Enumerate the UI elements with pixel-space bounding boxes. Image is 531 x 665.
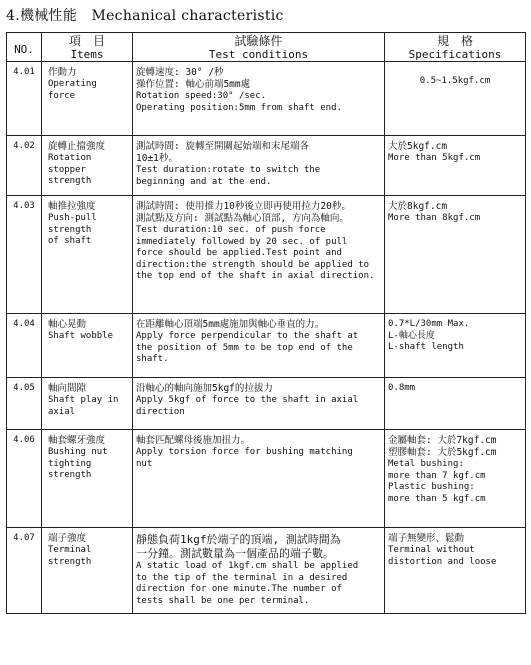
spec-zh: 金屬軸套: 大於7kgf.cm 塑膠軸套: 大於5kgf.cm (388, 435, 497, 458)
spec-en: More than 5kgf.cm (388, 153, 481, 163)
condition-zh: 軸套匹配螺母後施加扭力。 (136, 435, 251, 446)
item-zh: 旋轉止擋強度 (48, 141, 106, 152)
condition-zh: 測試時間: 旋轉至開關起始端和末尾端各 10±1秒。 (136, 141, 309, 164)
row-specification (385, 62, 526, 136)
spec-en: Metal bushing: more than 7 kgf.cm Plastic bushing: more than 5 kgf.cm (388, 459, 486, 504)
item-en: Shaft wobble (48, 331, 114, 341)
spec-zh: 大於5kgf.cm (388, 141, 448, 152)
spec-en: More than 8kgf.cm (388, 213, 481, 223)
row-item (42, 314, 133, 378)
row-item (42, 528, 133, 614)
condition-en: Apply 5kgf of force to the shaft in axial direction (136, 395, 359, 417)
spec-zh: 端子無變形、鬆動 (388, 533, 465, 544)
item-zh: 軸向間隙 (48, 383, 87, 394)
header-specifications (385, 33, 526, 62)
row-test-condition (133, 196, 385, 314)
row-specification (385, 196, 526, 314)
row-item (42, 378, 133, 430)
row-item (42, 136, 133, 196)
header-no: NO. (7, 33, 42, 62)
row-specification (385, 136, 526, 196)
condition-en: Rotation speed:30° /sec. Operating position:5mm from shaft end. (136, 91, 342, 113)
row-test-condition (133, 378, 385, 430)
row-number: 4.04 (7, 314, 42, 378)
row-number: 4.03 (7, 196, 42, 314)
mechanical-characteristic-table (6, 32, 526, 614)
spec-en: 0.8mm (388, 383, 416, 393)
item-en: Push-pull strength of shaft (48, 213, 97, 247)
row-number: 4.05 (7, 378, 42, 430)
row-test-condition (133, 430, 385, 528)
condition-zh: 旋轉速度: 30° /秒 操作位置: 軸心前端5mm處 (136, 67, 251, 90)
item-en: Shaft play in axial (48, 395, 119, 417)
row-number: 4.01 (7, 62, 42, 136)
row-specification (385, 378, 526, 430)
row-test-condition (133, 528, 385, 614)
section-title: 4.機械性能 Mechanical characteristic (6, 8, 284, 24)
item-en: Terminal strength (48, 545, 92, 567)
row-specification (385, 314, 526, 378)
spec-en: 0.5~1.5kgf.cm (419, 76, 491, 86)
item-zh: 端子強度 (48, 533, 87, 544)
row-item (42, 196, 133, 314)
table-row (7, 314, 526, 378)
condition-en: Test duration:10 sec. of push force immediately followed by 20 sec. of pull force should be applied.Test point and direction:the strength should be applied to the top end of the shaft in axial direction. (136, 225, 375, 282)
row-number: 4.06 (7, 430, 42, 528)
row-specification (385, 430, 526, 528)
condition-zh: 在距離軸心頂端5mm處施加與軸心垂直的力。 (136, 319, 325, 330)
condition-zh: 測試時間: 使用推力10秒後立即再使用拉力20秒。 測試點及方向: 測試點為軸心頂部, 方向為軸向。 (136, 201, 351, 224)
spec-en: Terminal without distortion and loose (388, 545, 497, 567)
item-zh: 作動力 (48, 67, 77, 78)
header-conditions (133, 33, 385, 62)
header-items-en: Items (70, 47, 104, 61)
condition-zh: 靜態負荷1kgf於端子的頂端, 測試時間為 一分鐘。測試數量為一個產品的端子數。 (136, 533, 341, 560)
row-item (42, 430, 133, 528)
item-en: Rotation stopper strength (48, 153, 92, 187)
header-cond-zh: 試驗條件 (234, 33, 283, 48)
header-spec-zh: 規 格 (436, 33, 473, 48)
table-row (7, 430, 526, 528)
row-item (42, 62, 133, 136)
row-specification (385, 528, 526, 614)
header-items-zh: 項 目 (68, 33, 105, 48)
item-zh: 軸套螺牙強度 (48, 435, 106, 446)
condition-en: Test duration:rotate to switch the beginning and at the end. (136, 165, 321, 187)
item-en: Bushing nut tighting strength (48, 447, 108, 481)
condition-en: A static load of 1kgf.cm shall be applied to the tip of the terminal in a desired direction for one minute.The number of tests shall be one per terminal. (136, 561, 359, 606)
item-zh: 軸推拉強度 (48, 201, 96, 212)
header-spec-en: Specifications (408, 47, 502, 61)
item-zh: 軸心晃動 (48, 319, 87, 330)
spec-en: 0.7*L/30mm Max. L-軸心長度 L-shaft length (388, 319, 470, 353)
table-header-row (7, 33, 526, 62)
table-row (7, 196, 526, 314)
table-row (7, 378, 526, 430)
header-items (42, 33, 133, 62)
table-row (7, 136, 526, 196)
condition-en: Apply force perpendicular to the shaft at the position of 5mm to be top end of the shaft. (136, 331, 359, 365)
row-test-condition (133, 136, 385, 196)
header-cond-en: Test conditions (208, 47, 309, 61)
table-row (7, 62, 526, 136)
row-test-condition (133, 62, 385, 136)
spec-zh: 大於8kgf.cm (388, 201, 448, 212)
condition-zh: 沿軸心的軸向施加5kgf的拉拔力 (136, 383, 273, 394)
row-test-condition (133, 314, 385, 378)
item-en: Operating force (48, 79, 97, 101)
table-row (7, 528, 526, 614)
row-number: 4.07 (7, 528, 42, 614)
condition-en: Apply torsion force for bushing matching nut (136, 447, 353, 469)
row-number: 4.02 (7, 136, 42, 196)
